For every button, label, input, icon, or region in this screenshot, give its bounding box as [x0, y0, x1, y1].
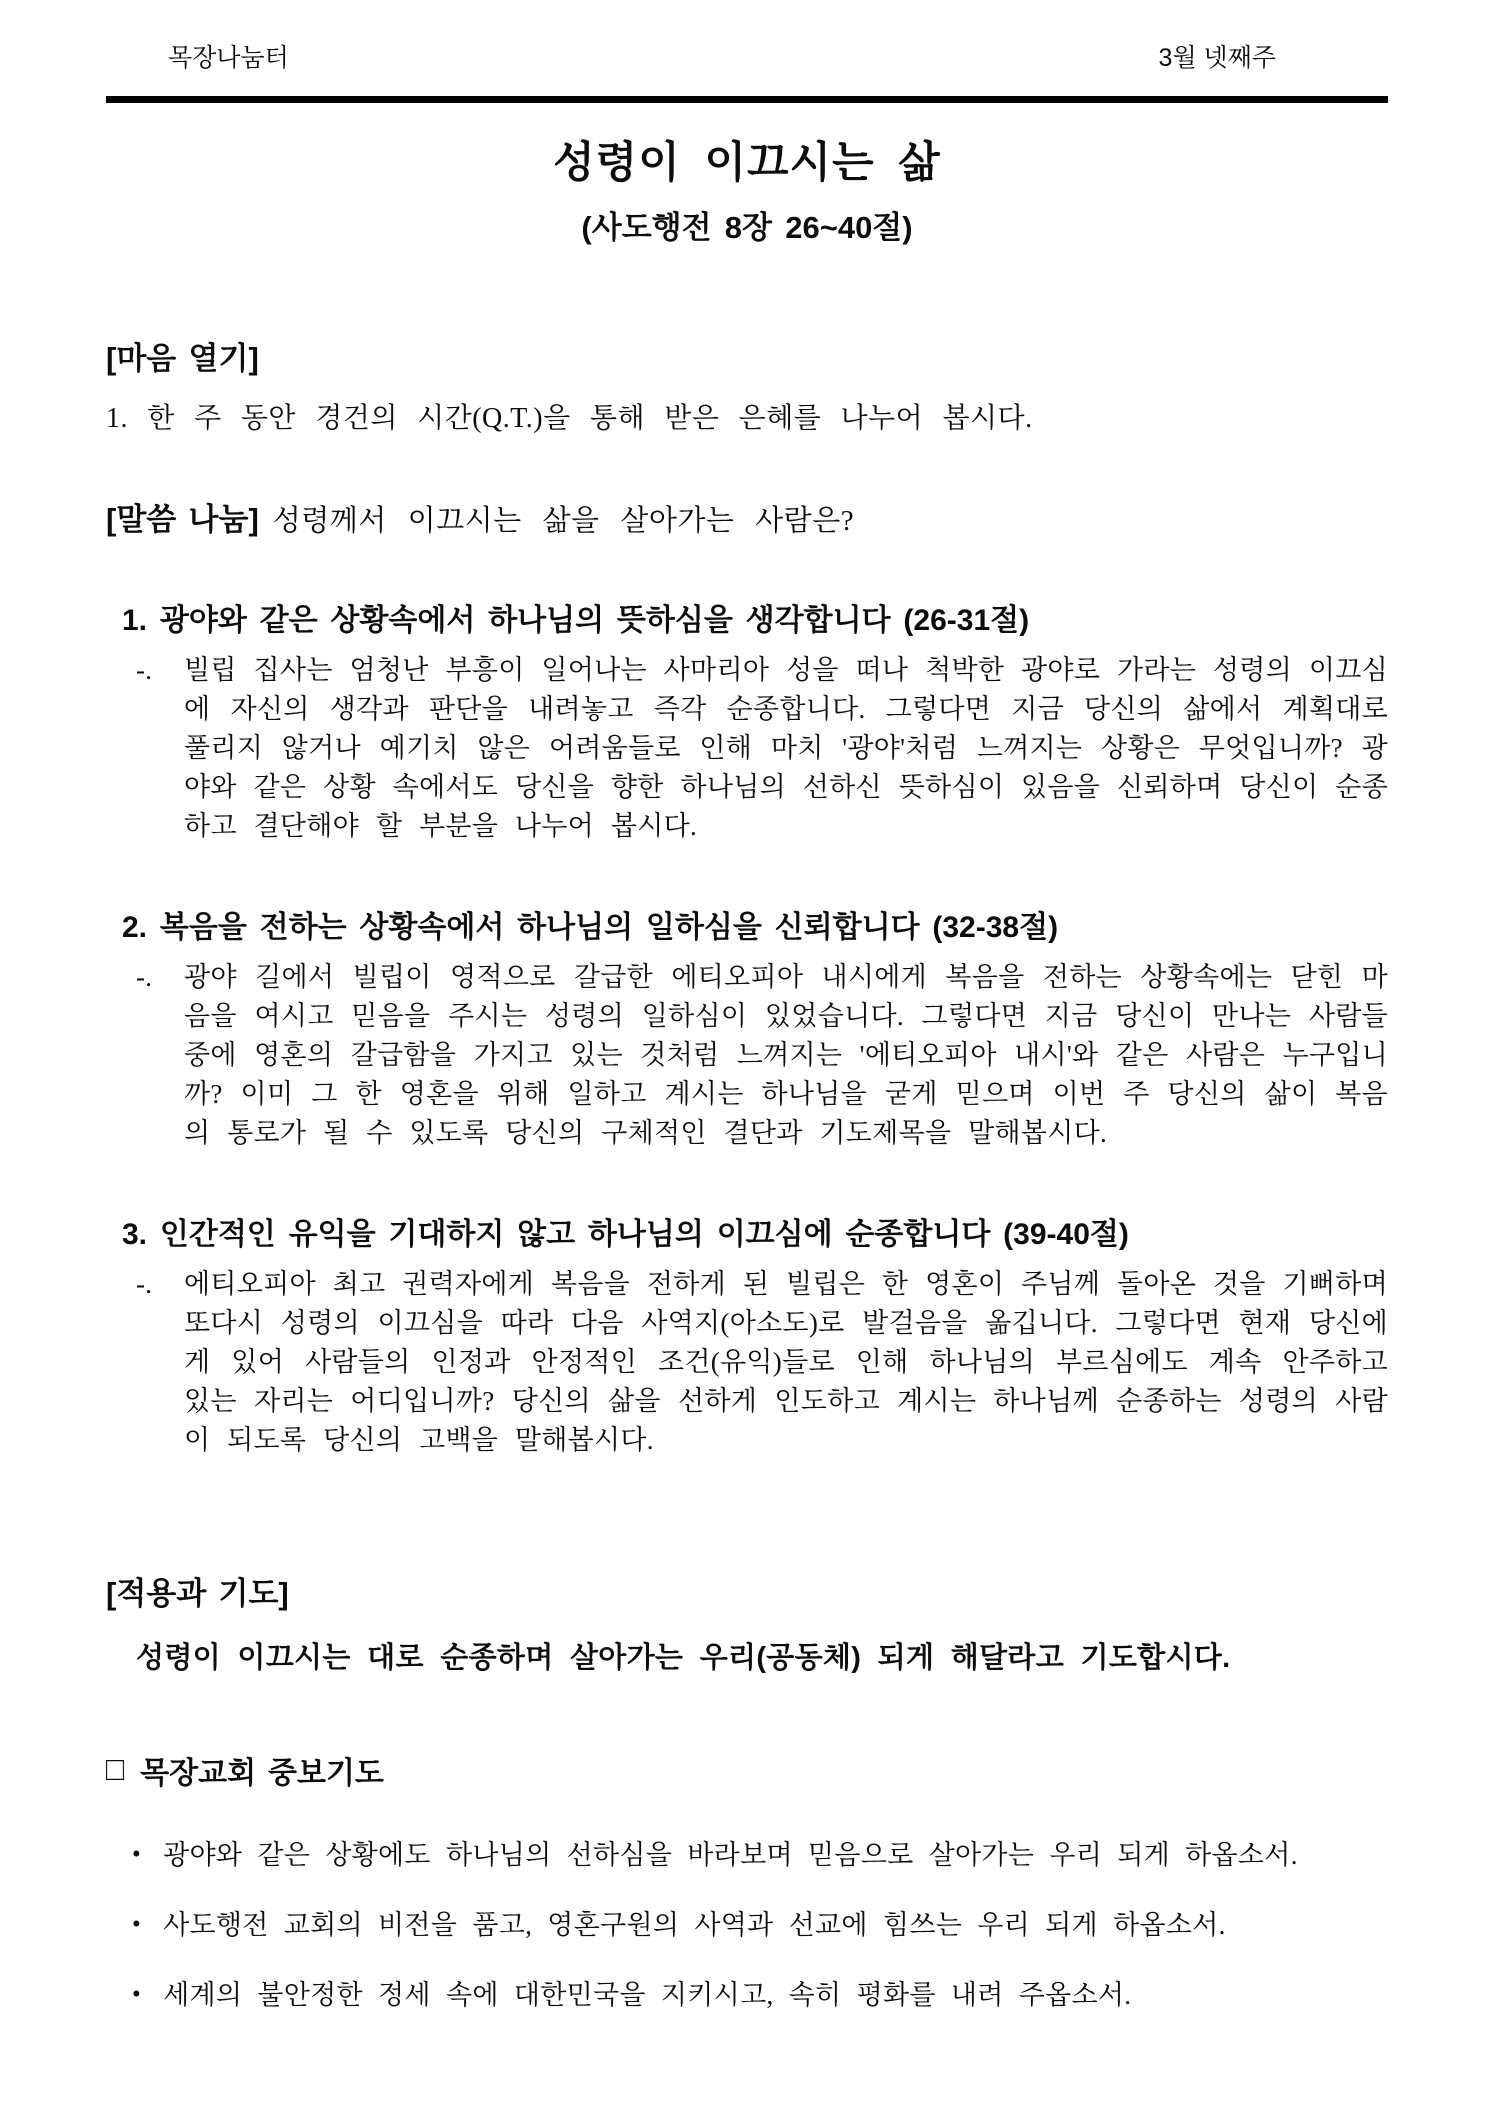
newsletter-title: 목장나눔터	[168, 44, 289, 72]
heading-intercession	[106, 1748, 1388, 1792]
bullet-icon: •	[132, 1911, 142, 1938]
heading-application-prayer: [적용과 기도]	[106, 1576, 289, 1611]
list-item	[106, 1836, 1388, 1874]
heart-opening-item: 1. 한 주 동안 경건의 시간(Q.T.)을 통해 받은 은혜를 나누어 봅시다.	[106, 403, 1033, 434]
point-2-text: 광야 길에서 빌립이 영적으로 갈급한 에티오피아 내시에게 복음을 전하는 상황속에는 닫힌 마음을 여시고 믿음을 주시는 성령의 일하심이 있었습니다. 그렇다면 지금 당신이 만나는 사람들 중에 영혼의 갈급함을 가지고 있는 것처럼 느껴지는 '에티오피아 내시'와 같은 사람은 누구입니까? 이미 그 한 영혼을 위해 일하고 계시는 하나님을 굳게 믿으며 이번 주 당신의 삶이 복음의 통로가 될 수 있도록 당신의 구체적인 결단과 기도제목을 말해봅시다.	[184, 962, 1388, 1148]
prayer-item-text: 광야와 같은 상황에도 하나님의 선하심을 바라보며 믿음으로 살아가는 우리 되게 하옵소서.	[163, 1840, 1298, 1870]
bullet-icon: •	[132, 1841, 142, 1868]
word-sharing-question: 성령께서 이끄시는 삶을 살아가는 사람은?	[272, 505, 855, 537]
application-prayer-text: 성령이 이끄시는 대로 순종하며 살아가는 우리(공동체) 되게 해달라고 기도합시다.	[136, 1642, 1231, 1674]
dash-marker: -.	[136, 655, 153, 685]
point-2-title: 2. 복음을 전하는 상황속에서 하나님의 일하심을 신뢰합니다 (32-38절)	[122, 911, 1059, 944]
list-item	[106, 1976, 1388, 2014]
scripture-reference: (사도행전 8장 26~40절)	[581, 210, 913, 245]
heading-word-sharing	[106, 494, 1388, 539]
intercession-list	[106, 1836, 1388, 2014]
prayer-item-text: 세계의 불안정한 정세 속에 대한민국을 지키시고, 속히 평화를 내려 주옵소서.	[163, 1980, 1132, 2010]
intercession-label: 목장교회 중보기도	[140, 1757, 384, 1790]
word-sharing-label: [말씀 나눔]	[106, 502, 259, 537]
square-bullet-icon: □	[106, 1750, 125, 1788]
week-label: 3월 넷째주	[1158, 44, 1276, 72]
page-header	[106, 30, 1388, 74]
point-3-title: 3. 인간적인 유익을 기대하지 않고 하나님의 이끄심에 순종합니다 (39-40절)	[122, 1218, 1129, 1251]
point-1-text: 빌립 집사는 엄청난 부흥이 일어나는 사마리아 성을 떠나 척박한 광야로 가라는 성령의 이끄심에 자신의 생각과 판단을 내려놓고 즉각 순종합니다. 그렇다면 지금 당신의 삶에서 계획대로 풀리지 않거나 예기치 않은 어려움들로 인해 마치 '광야'처럼 느껴지는 상황은 무엇입니까? 광야와 같은 상황 속에서도 당신을 향한 하나님의 선하신 뜻하심이 있음을 신뢰하며 당신이 순종하고 결단해야 할 부분을 나누어 봅시다.	[184, 655, 1388, 841]
point-2-body	[106, 958, 1388, 1153]
bullet-icon: •	[132, 1981, 142, 2008]
point-1-body	[106, 651, 1388, 846]
heading-heart-opening: [마음 열기]	[106, 341, 259, 376]
page-title: 성령이 이끄시는 삶	[553, 139, 941, 187]
point-3-text: 에티오피아 최고 권력자에게 복음을 전하게 된 빌립은 한 영혼이 주님께 돌아온 것을 기뻐하며 또다시 성령의 이끄심을 따라 다음 사역지(아소도)로 발걸음을 옮깁니다. 그렇다면 현재 당신에게 있어 사람들의 인정과 안정적인 조건(유익)들로 인해 하나님의 부르심에도 계속 안주하고 있는 자리는 어디입니까? 당신의 삶을 선하게 인도하고 계시는 하나님께 순종하는 성령의 사람이 되도록 당신의 고백을 말해봅시다.	[184, 1269, 1388, 1455]
header-rule	[106, 96, 1388, 103]
dash-marker: -.	[136, 1269, 153, 1299]
point-1-title: 1. 광야와 같은 상황속에서 하나님의 뜻하심을 생각합니다 (26-31절)	[122, 604, 1030, 637]
dash-marker: -.	[136, 962, 153, 992]
point-3-body	[106, 1265, 1388, 1460]
prayer-item-text: 사도행전 교회의 비전을 품고, 영혼구원의 사역과 선교에 힘쓰는 우리 되게 하옵소서.	[163, 1910, 1226, 1940]
list-item	[106, 1906, 1388, 1944]
